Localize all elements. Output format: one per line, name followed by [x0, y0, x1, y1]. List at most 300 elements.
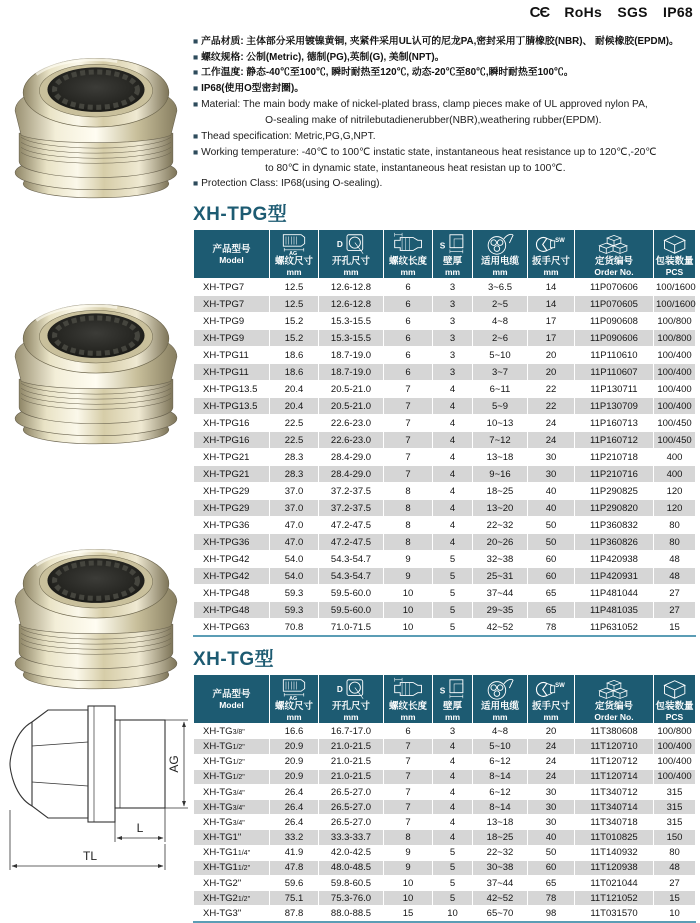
table-row — [194, 830, 696, 845]
model-cell — [194, 754, 270, 769]
cable-range-cell: 13~20 — [473, 500, 528, 517]
opening-size-cell: 18.7-19.0 — [319, 347, 384, 364]
model-text: XH-TG — [203, 756, 233, 768]
cable-range-cell: 7~12 — [473, 432, 528, 449]
wrench-size-cell: 40 — [528, 830, 575, 845]
column-unit: mm — [286, 712, 302, 723]
wall-thickness-cell: 5 — [433, 551, 473, 568]
model-size-fraction: 1/2" — [232, 774, 245, 782]
thread-size-cell: 28.3 — [270, 466, 319, 483]
packing-qty-cell: 100/400 — [654, 398, 696, 415]
cable-icon — [473, 677, 527, 701]
thread-size-cell: 33.2 — [270, 830, 319, 845]
column-unit: Order No. — [594, 267, 634, 278]
opening-size-cell: 21.0-21.5 — [319, 754, 384, 769]
column-header-wall-thickness — [433, 230, 473, 279]
wall-thickness-cell: 4 — [433, 449, 473, 466]
column-header-thread-length — [384, 230, 433, 279]
wrench-size-cell: 65 — [528, 602, 575, 619]
svg-text:SW: SW — [555, 683, 566, 690]
model-text: XH-TPG29 — [203, 485, 250, 497]
packing-qty-cell: 27 — [654, 585, 696, 602]
model-cell — [194, 906, 270, 922]
thread-size-cell: 16.6 — [270, 724, 319, 739]
opening-size-icon — [319, 677, 383, 701]
column-header-opening-size — [319, 230, 384, 279]
thread-length-cell: 8 — [384, 534, 433, 551]
model-text: XH-TPG7 — [203, 281, 245, 293]
table-row — [194, 347, 696, 364]
dim-label-tl: TL — [82, 849, 98, 863]
column-label: 扳手尺寸 — [531, 256, 570, 268]
wall-thickness-cell: 4 — [433, 815, 473, 830]
order-no-cell: 11P070605 — [575, 296, 654, 313]
bullet-square-icon: ■ — [193, 146, 199, 157]
opening-size-cell: 59.5-60.0 — [319, 585, 384, 602]
thread-size-cell: 15.2 — [270, 313, 319, 330]
column-header-packing-qty — [654, 230, 696, 279]
column-label: 适用电缆 — [480, 701, 519, 713]
ip68-mark: IP68 — [663, 4, 693, 20]
column-label: 定货编号 — [594, 256, 633, 268]
model-text: XH-TPG9 — [203, 332, 245, 344]
model-cell — [194, 432, 270, 449]
wall-thickness-cell: 4 — [433, 381, 473, 398]
packing-qty-cell: 100/450 — [654, 415, 696, 432]
model-cell — [194, 845, 270, 860]
wrench-size-cell: 78 — [528, 619, 575, 637]
model-text: XH-TPG42 — [203, 553, 250, 565]
opening-size-cell: 88.0-88.5 — [319, 906, 384, 922]
column-header-cable-range — [473, 230, 528, 279]
svg-text:AG: AG — [289, 696, 298, 703]
section-title-tpg: XH-TPG型 — [193, 204, 288, 226]
bullet-square-icon: ■ — [193, 51, 199, 62]
column-label: 螺纹长度 — [388, 256, 427, 268]
thread-length-icon — [384, 232, 432, 256]
wrench-size-cell: 98 — [528, 906, 575, 922]
svg-text:S: S — [439, 685, 446, 696]
column-unit: Order No. — [594, 712, 634, 723]
spec-text-line: Thead specification: Metric,PG,G,NPT. — [201, 130, 376, 142]
column-header-thread-size — [270, 230, 319, 279]
packing-qty-cell: 100/800 — [654, 724, 696, 739]
wrench-size-cell: 65 — [528, 585, 575, 602]
dim-label-ag: AG — [167, 755, 181, 773]
model-cell — [194, 330, 270, 347]
model-cell — [194, 784, 270, 799]
opening-size-cell: 54.3-54.7 — [319, 568, 384, 585]
wall-thickness-cell: 3 — [433, 279, 473, 296]
box-icon — [654, 677, 695, 701]
thread-size-cell: 75.1 — [270, 891, 319, 906]
cable-range-cell: 5~10 — [473, 739, 528, 754]
table-row — [194, 860, 696, 875]
thread-length-cell: 7 — [384, 466, 433, 483]
table-row — [194, 602, 696, 619]
model-cell — [194, 568, 270, 585]
wrench-size-cell: 40 — [528, 500, 575, 517]
wrench-size-cell: 17 — [528, 313, 575, 330]
spec-text — [201, 129, 375, 145]
opening-size-cell: 22.6-23.0 — [319, 415, 384, 432]
column-header-model — [194, 675, 270, 724]
wall-thickness-cell: 5 — [433, 876, 473, 891]
table-row — [194, 415, 696, 432]
spec-bullet-item — [193, 50, 697, 66]
certification-marks — [193, 4, 697, 21]
wall-thickness-icon — [433, 232, 472, 256]
thread-size-icon — [270, 232, 318, 256]
cable-range-cell: 9~16 — [473, 466, 528, 483]
wall-thickness-cell: 4 — [433, 830, 473, 845]
thread-size-cell: 18.6 — [270, 364, 319, 381]
column-unit: mm — [343, 712, 359, 723]
thread-size-cell: 37.0 — [270, 500, 319, 517]
thread-length-cell: 10 — [384, 602, 433, 619]
model-cell — [194, 381, 270, 398]
wrench-size-cell: 14 — [528, 279, 575, 296]
cable-range-cell: 13~18 — [473, 815, 528, 830]
wrench-size-cell: 78 — [528, 891, 575, 906]
model-cell — [194, 279, 270, 296]
model-cell — [194, 415, 270, 432]
thread-size-cell: 47.0 — [270, 517, 319, 534]
column-header-opening-size — [319, 675, 384, 724]
rohs-mark: RoHs — [564, 4, 603, 20]
order-no-cell: 11P631052 — [575, 619, 654, 637]
wrench-size-cell: 20 — [528, 724, 575, 739]
wall-thickness-cell: 5 — [433, 845, 473, 860]
spec-list-chinese — [193, 34, 697, 96]
model-text: XH-TG — [203, 771, 233, 783]
thread-length-cell: 7 — [384, 769, 433, 784]
wall-thickness-cell: 4 — [433, 483, 473, 500]
model-size-fraction: 3/4" — [232, 804, 245, 812]
column-header-order-no — [575, 230, 654, 279]
column-unit: mm — [286, 267, 302, 278]
wall-thickness-cell: 3 — [433, 724, 473, 739]
model-cell — [194, 483, 270, 500]
wrench-size-cell: 30 — [528, 449, 575, 466]
packing-qty-cell: 100/800 — [654, 313, 696, 330]
model-cell — [194, 876, 270, 891]
boxes-icon — [575, 677, 653, 701]
spec-text-line: Protection Class: IP68(using O-sealing). — [201, 178, 383, 190]
thread-size-cell: 47.0 — [270, 534, 319, 551]
model-text: XH-TG2" — [203, 877, 242, 889]
wrench-size-cell: 30 — [528, 800, 575, 815]
wrench-size-cell: 60 — [528, 568, 575, 585]
model-text: XH-TG — [203, 740, 233, 752]
packing-qty-cell: 100/400 — [654, 739, 696, 754]
svg-text:D: D — [337, 238, 344, 249]
packing-qty-cell: 315 — [654, 815, 696, 830]
wall-thickness-cell: 3 — [433, 313, 473, 330]
order-no-cell: 11P360826 — [575, 534, 654, 551]
thread-size-cell: 47.8 — [270, 860, 319, 875]
column-unit: PCS — [665, 712, 684, 723]
spec-text: IP68(使用O型密封圈)。 — [201, 82, 305, 94]
cable-range-cell: 29~35 — [473, 602, 528, 619]
column-label: 开孔尺寸 — [331, 256, 370, 268]
cable-range-cell: 42~52 — [473, 891, 528, 906]
model-text: XH-TG3" — [203, 908, 242, 919]
table-row — [194, 517, 696, 534]
model-size-fraction: 3/8" — [232, 728, 245, 736]
opening-size-cell: 20.5-21.0 — [319, 381, 384, 398]
packing-qty-cell: 80 — [654, 534, 696, 551]
spec-bullet-item — [193, 34, 697, 50]
thread-length-cell: 8 — [384, 483, 433, 500]
table-row — [194, 784, 696, 799]
model-size-fraction: 1/2" — [237, 895, 251, 903]
thread-size-cell: 59.3 — [270, 585, 319, 602]
model-cell — [194, 860, 270, 875]
table-row — [194, 364, 696, 381]
thread-length-cell: 7 — [384, 432, 433, 449]
svg-text:SW: SW — [555, 238, 566, 245]
order-no-cell: 11T120714 — [575, 769, 654, 784]
model-cell — [194, 449, 270, 466]
model-cell — [194, 739, 270, 754]
table-row — [194, 398, 696, 415]
wall-thickness-cell: 4 — [433, 800, 473, 815]
box-icon — [654, 232, 695, 256]
model-text: XH-TPG13.5 — [203, 400, 258, 412]
order-no-cell: 11P420931 — [575, 568, 654, 585]
spec-list-english — [193, 97, 697, 192]
wrench-size-cell: 22 — [528, 398, 575, 415]
table-row — [194, 724, 696, 739]
svg-text:AG: AG — [289, 251, 298, 258]
model-cell — [194, 769, 270, 784]
bullet-square-icon: ■ — [193, 130, 199, 141]
column-label: 扳手尺寸 — [531, 701, 570, 713]
packing-qty-cell: 48 — [654, 551, 696, 568]
table-row — [194, 876, 696, 891]
wall-thickness-cell: 4 — [433, 466, 473, 483]
cable-range-cell: 3~6.5 — [473, 279, 528, 296]
spec-bullet-item — [193, 176, 697, 192]
order-no-cell: 11P290820 — [575, 500, 654, 517]
order-no-cell: 11P210716 — [575, 466, 654, 483]
boxes-icon — [575, 232, 653, 256]
cable-range-cell: 22~32 — [473, 517, 528, 534]
order-no-cell: 11T380608 — [575, 724, 654, 739]
thread-size-cell: 59.3 — [270, 602, 319, 619]
order-no-cell: 11T021044 — [575, 876, 654, 891]
wrench-size-cell: 20 — [528, 364, 575, 381]
thread-length-cell: 10 — [384, 619, 433, 637]
column-unit: mm — [400, 267, 416, 278]
spec-bullet-item — [193, 81, 697, 97]
table-row — [194, 845, 696, 860]
thread-size-cell: 20.9 — [270, 769, 319, 784]
thread-size-cell: 18.6 — [270, 347, 319, 364]
model-text: XH-TPG48 — [203, 604, 250, 616]
cable-range-cell: 6~12 — [473, 784, 528, 799]
table-row — [194, 891, 696, 906]
opening-size-cell: 59.8-60.5 — [319, 876, 384, 891]
cable-range-cell: 8~14 — [473, 800, 528, 815]
table-row — [194, 500, 696, 517]
model-cell — [194, 466, 270, 483]
model-cell — [194, 724, 270, 739]
wall-thickness-cell: 3 — [433, 296, 473, 313]
thread-length-cell: 7 — [384, 398, 433, 415]
thread-length-cell: 6 — [384, 330, 433, 347]
cable-range-cell: 2~5 — [473, 296, 528, 313]
bullet-square-icon: ■ — [193, 67, 199, 78]
packing-qty-cell: 100/400 — [654, 347, 696, 364]
content-column — [193, 0, 697, 923]
column-header-wrench-size — [528, 230, 575, 279]
spec-bullet-item — [193, 97, 697, 129]
cable-range-cell: 30~38 — [473, 860, 528, 875]
opening-size-cell: 71.0-71.5 — [319, 619, 384, 637]
packing-qty-cell: 100/400 — [654, 381, 696, 398]
thread-length-cell: 10 — [384, 585, 433, 602]
packing-qty-cell: 400 — [654, 449, 696, 466]
column-unit: mm — [543, 712, 559, 723]
column-header-model — [194, 230, 270, 279]
product-photo — [6, 36, 186, 208]
model-cell — [194, 500, 270, 517]
opening-size-cell: 21.0-21.5 — [319, 769, 384, 784]
thread-length-cell: 6 — [384, 313, 433, 330]
column-label: 螺纹长度 — [388, 701, 427, 713]
cable-icon — [473, 232, 527, 256]
spec-text-line: Material: The main body make of nickel-plated brass, clamp pieces make of UL approved nylon PA, — [201, 99, 648, 111]
product-photo — [6, 527, 186, 699]
thread-length-cell: 7 — [384, 754, 433, 769]
model-text: XH-TG — [203, 786, 233, 798]
spec-text: 螺纹规格: 公制(Metric), 德制(PG),英制(G), 美制(NPT)。 — [201, 51, 445, 63]
order-no-cell: 11P481035 — [575, 602, 654, 619]
thread-length-cell: 7 — [384, 815, 433, 830]
opening-size-cell: 26.5-27.0 — [319, 800, 384, 815]
cable-range-cell: 2~6 — [473, 330, 528, 347]
tg-table — [193, 674, 696, 922]
model-text: XH-TPG11 — [203, 366, 249, 378]
opening-size-cell: 54.3-54.7 — [319, 551, 384, 568]
thread-size-cell: 26.4 — [270, 800, 319, 815]
order-no-cell: 11T121052 — [575, 891, 654, 906]
column-unit: mm — [444, 267, 461, 278]
opening-size-cell: 33.3-33.7 — [319, 830, 384, 845]
thread-length-cell: 6 — [384, 347, 433, 364]
bullet-square-icon: ■ — [193, 36, 199, 46]
column-label: 定货编号 — [594, 701, 633, 713]
header-row — [194, 675, 696, 724]
wrench-size-cell: 24 — [528, 754, 575, 769]
column-unit: PCS — [665, 267, 684, 278]
order-no-cell: 11T140932 — [575, 845, 654, 860]
packing-qty-cell: 80 — [654, 845, 696, 860]
packing-qty-cell: 80 — [654, 517, 696, 534]
packing-qty-cell: 315 — [654, 784, 696, 799]
thread-size-cell: 20.9 — [270, 739, 319, 754]
thread-length-cell: 7 — [384, 784, 433, 799]
opening-size-cell: 37.2-37.5 — [319, 500, 384, 517]
cable-range-cell: 32~38 — [473, 551, 528, 568]
thread-size-cell: 20.4 — [270, 381, 319, 398]
opening-size-cell: 37.2-37.5 — [319, 483, 384, 500]
opening-size-cell: 48.0-48.5 — [319, 860, 384, 875]
packing-qty-cell: 27 — [654, 602, 696, 619]
model-text: XH-TPG36 — [203, 519, 250, 531]
cable-range-cell: 25~31 — [473, 568, 528, 585]
thread-length-cell: 7 — [384, 449, 433, 466]
cable-range-cell: 42~52 — [473, 619, 528, 637]
order-no-cell: 11P110610 — [575, 347, 654, 364]
packing-qty-cell: 100/1600 — [654, 279, 696, 296]
thread-length-cell: 8 — [384, 517, 433, 534]
wrench-size-cell: 65 — [528, 876, 575, 891]
wrench-icon — [528, 677, 574, 701]
model-cell — [194, 815, 270, 830]
packing-qty-cell: 400 — [654, 466, 696, 483]
cable-range-cell: 13~18 — [473, 449, 528, 466]
column-label: 螺纹尺寸 — [274, 256, 313, 268]
packing-qty-cell: 15 — [654, 619, 696, 637]
order-no-cell: 11P420938 — [575, 551, 654, 568]
packing-qty-cell: 10 — [654, 906, 696, 922]
sgs-mark: SGS — [617, 4, 648, 20]
opening-size-icon — [319, 232, 383, 256]
order-no-cell: 11T340712 — [575, 784, 654, 799]
column-label: 包装数量 — [655, 701, 694, 713]
column-header-thread-size — [270, 675, 319, 724]
header-row — [194, 230, 696, 279]
order-no-cell: 11T120938 — [575, 860, 654, 875]
wrench-size-cell: 24 — [528, 415, 575, 432]
model-cell — [194, 364, 270, 381]
thread-size-cell: 28.3 — [270, 449, 319, 466]
wall-thickness-cell: 4 — [433, 754, 473, 769]
packing-qty-cell: 100/450 — [654, 432, 696, 449]
wall-thickness-cell: 4 — [433, 415, 473, 432]
table-row — [194, 381, 696, 398]
column-label: 产品型号 — [212, 688, 251, 700]
table-row — [194, 534, 696, 551]
thread-size-cell: 41.9 — [270, 845, 319, 860]
model-text: XH-TPG63 — [203, 621, 250, 633]
opening-size-cell: 20.5-21.0 — [319, 398, 384, 415]
column-label: 产品型号 — [212, 243, 251, 255]
thread-length-cell: 6 — [384, 296, 433, 313]
model-cell — [194, 534, 270, 551]
model-size-fraction: 1/2" — [232, 743, 245, 751]
wall-thickness-cell: 4 — [433, 769, 473, 784]
drawing-dome — [10, 722, 32, 806]
table-row — [194, 800, 696, 815]
thread-size-cell: 22.5 — [270, 415, 319, 432]
wall-thickness-cell: 5 — [433, 602, 473, 619]
column-header-wrench-size — [528, 675, 575, 724]
cable-range-cell: 6~12 — [473, 754, 528, 769]
wall-thickness-cell: 5 — [433, 860, 473, 875]
svg-text:D: D — [337, 683, 344, 694]
model-size-fraction: 3/4" — [232, 819, 245, 827]
thread-length-cell: 15 — [384, 906, 433, 922]
spec-bullet-item — [193, 65, 697, 81]
order-no-cell: 11P070606 — [575, 279, 654, 296]
column-label: 包装数量 — [655, 256, 694, 268]
opening-size-cell: 28.4-29.0 — [319, 449, 384, 466]
model-text: XH-TPG29 — [203, 502, 250, 514]
